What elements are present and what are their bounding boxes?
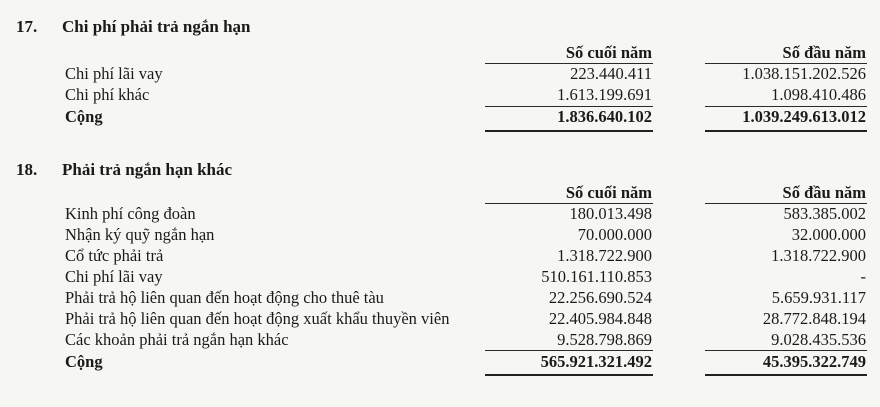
- table-row: [0, 246, 880, 265]
- row-value-begin: 1.318.722.900: [771, 246, 866, 265]
- table-row: [0, 267, 880, 286]
- row-value-begin: 5.659.931.117: [771, 288, 866, 307]
- row-label: Chi phí lãi vay: [65, 267, 163, 286]
- table-row: [0, 225, 880, 244]
- table-row: [0, 330, 880, 349]
- subtotal-line: [705, 350, 867, 351]
- row-value-begin: 28.772.848.194: [762, 309, 866, 328]
- row-value-end: 70.000.000: [577, 225, 652, 244]
- section-number: 18.: [16, 160, 38, 179]
- total-value-end: 565.921.321.492: [540, 352, 652, 371]
- row-label: Kinh phí công đoàn: [65, 204, 196, 223]
- total-double-underline: [705, 374, 867, 376]
- total-double-underline: [485, 374, 653, 376]
- total-label: Cộng: [65, 352, 103, 371]
- section-title-text: Chi phí phải trả ngắn hạn: [62, 17, 251, 36]
- row-value-end: 1.318.722.900: [557, 246, 652, 265]
- section-number: 17.: [16, 17, 38, 36]
- row-label: Nhận ký quỹ ngắn hạn: [65, 225, 215, 244]
- subtotal-line: [485, 350, 653, 351]
- row-value-begin: 1.098.410.486: [771, 85, 866, 104]
- column-header-end-of-year: Số cuối năm: [565, 183, 652, 202]
- total-value-begin: 45.395.322.749: [762, 352, 866, 371]
- row-value-end: 510.161.110.853: [541, 267, 652, 286]
- column-header-row: [0, 43, 880, 62]
- table-row: [0, 85, 880, 104]
- row-value-end: 22.405.984.848: [548, 309, 652, 328]
- row-label: Các khoản phải trả ngắn hạn khác: [65, 330, 289, 349]
- table-row: [0, 204, 880, 223]
- row-value-end: 223.440.411: [570, 64, 652, 83]
- row-value-begin: 583.385.002: [783, 204, 866, 223]
- column-header-row: [0, 183, 880, 202]
- row-label: Chi phí lãi vay: [65, 64, 163, 83]
- total-value-begin: 1.039.249.613.012: [742, 107, 866, 126]
- row-label: Phải trả hộ liên quan đến hoạt động cho thuê tàu: [65, 288, 384, 307]
- table-row: [0, 309, 880, 328]
- table-row: [0, 64, 880, 83]
- total-double-underline: [485, 130, 653, 132]
- row-value-begin: 32.000.000: [791, 225, 866, 244]
- section-title-text: Phải trả ngắn hạn khác: [62, 160, 233, 179]
- row-label: Chi phí khác: [65, 85, 150, 104]
- column-header-beginning-of-year: Số đầu năm: [782, 183, 866, 202]
- section-title: [16, 17, 251, 37]
- row-value-end: 180.013.498: [569, 204, 652, 223]
- total-row: [0, 352, 880, 371]
- section-title: [16, 160, 232, 180]
- row-value-begin: -: [860, 267, 866, 286]
- column-header-end-of-year: Số cuối năm: [565, 43, 652, 62]
- total-value-end: 1.836.640.102: [557, 107, 652, 126]
- row-value-end: 22.256.690.524: [548, 288, 652, 307]
- row-label: Cổ tức phải trả: [65, 246, 164, 265]
- total-label: Cộng: [65, 107, 103, 126]
- row-label: Phải trả hộ liên quan đến hoạt động xuất khẩu thuyền viên: [65, 309, 450, 328]
- row-value-end: 9.528.798.869: [557, 330, 652, 349]
- column-header-beginning-of-year: Số đầu năm: [782, 43, 866, 62]
- row-value-end: 1.613.199.691: [557, 85, 652, 104]
- table-row: [0, 288, 880, 307]
- row-value-begin: 9.028.435.536: [771, 330, 866, 349]
- row-value-begin: 1.038.151.202.526: [742, 64, 866, 83]
- total-row: [0, 107, 880, 126]
- total-double-underline: [705, 130, 867, 132]
